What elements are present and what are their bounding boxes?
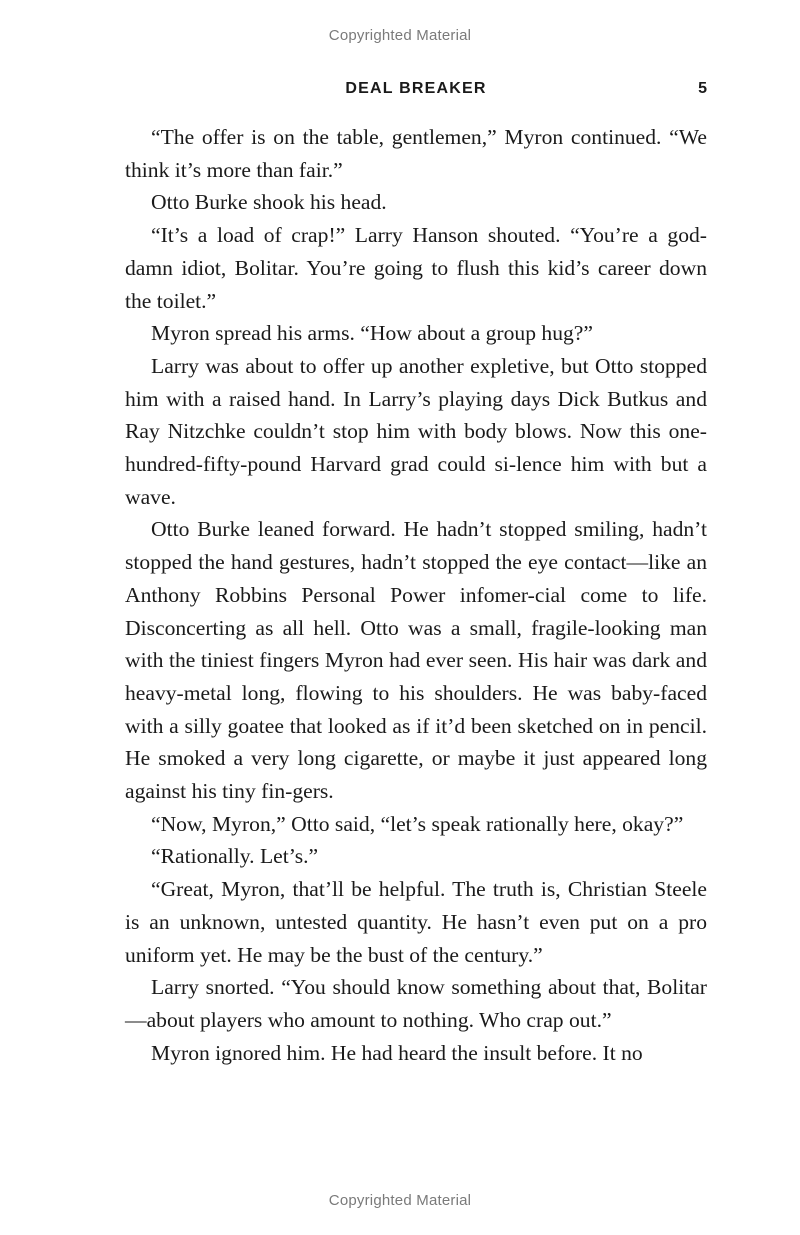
running-head [125,80,707,100]
paragraph: Myron ignored him. He had heard the insult before. It no [151,1040,643,1065]
paragraph: “Great, Myron, that’ll be helpful. The truth is, Christian Steele is an unknown, untested quantity. He hasn’t even put on a pro uniform yet. He may be the bust of the century.” [125,877,707,967]
paragraph: Larry was about to offer up another expletive, but Otto stopped him with a raised hand. In Larry’s playing days Dick Butkus and Ray Nitzchke couldn’t stop him with body blows. Now this one-hundred-fifty-pound Harvard grad could si-lence him with but a wave. [125,353,707,509]
paragraph: “Now, Myron,” Otto said, “let’s speak rationally here, okay?” [151,811,684,836]
body-text [125,121,707,1069]
paragraph: Otto Burke leaned forward. He hadn’t stopped smiling, hadn’t stopped the hand gestures, hadn’t stopped the eye contact—like an Anthony Robbins Personal Power infomer-cial come to life. Disconcerting as all hell. Otto was a small, fragile-looking man with the tiniest fingers Myron had ever seen. His hair was dark and heavy-metal long, flowing to his shoulders. He was baby-faced with a silly goatee that looked as if it’d been sketched on in pencil. He smoked a very long cigarette, or maybe it just appeared long against his tiny fin-gers. [125,517,707,804]
book-title: DEAL BREAKER [345,80,487,97]
paragraph: “The offer is on the table, gentlemen,” Myron continued. “We think it’s more than fair.” [125,125,707,182]
paragraph: Myron spread his arms. “How about a group hug?” [151,321,593,346]
copyright-watermark-top: Copyrighted Material [328,27,472,44]
paragraph: Larry snorted. “You should know something about that, Bolitar—about players who amount to nothing. Who crap out.” [125,975,707,1032]
paragraph: Otto Burke shook his head. [151,190,387,215]
copyright-watermark-bottom: Copyrighted Material [328,1192,472,1209]
paragraph: “Rationally. Let’s.” [151,844,319,869]
paragraph: “It’s a load of crap!” Larry Hanson shouted. “You’re a god-damn idiot, Bolitar. You’re going to flush this kid’s career down the toilet.” [125,223,707,313]
page-number: 5 [698,80,707,97]
